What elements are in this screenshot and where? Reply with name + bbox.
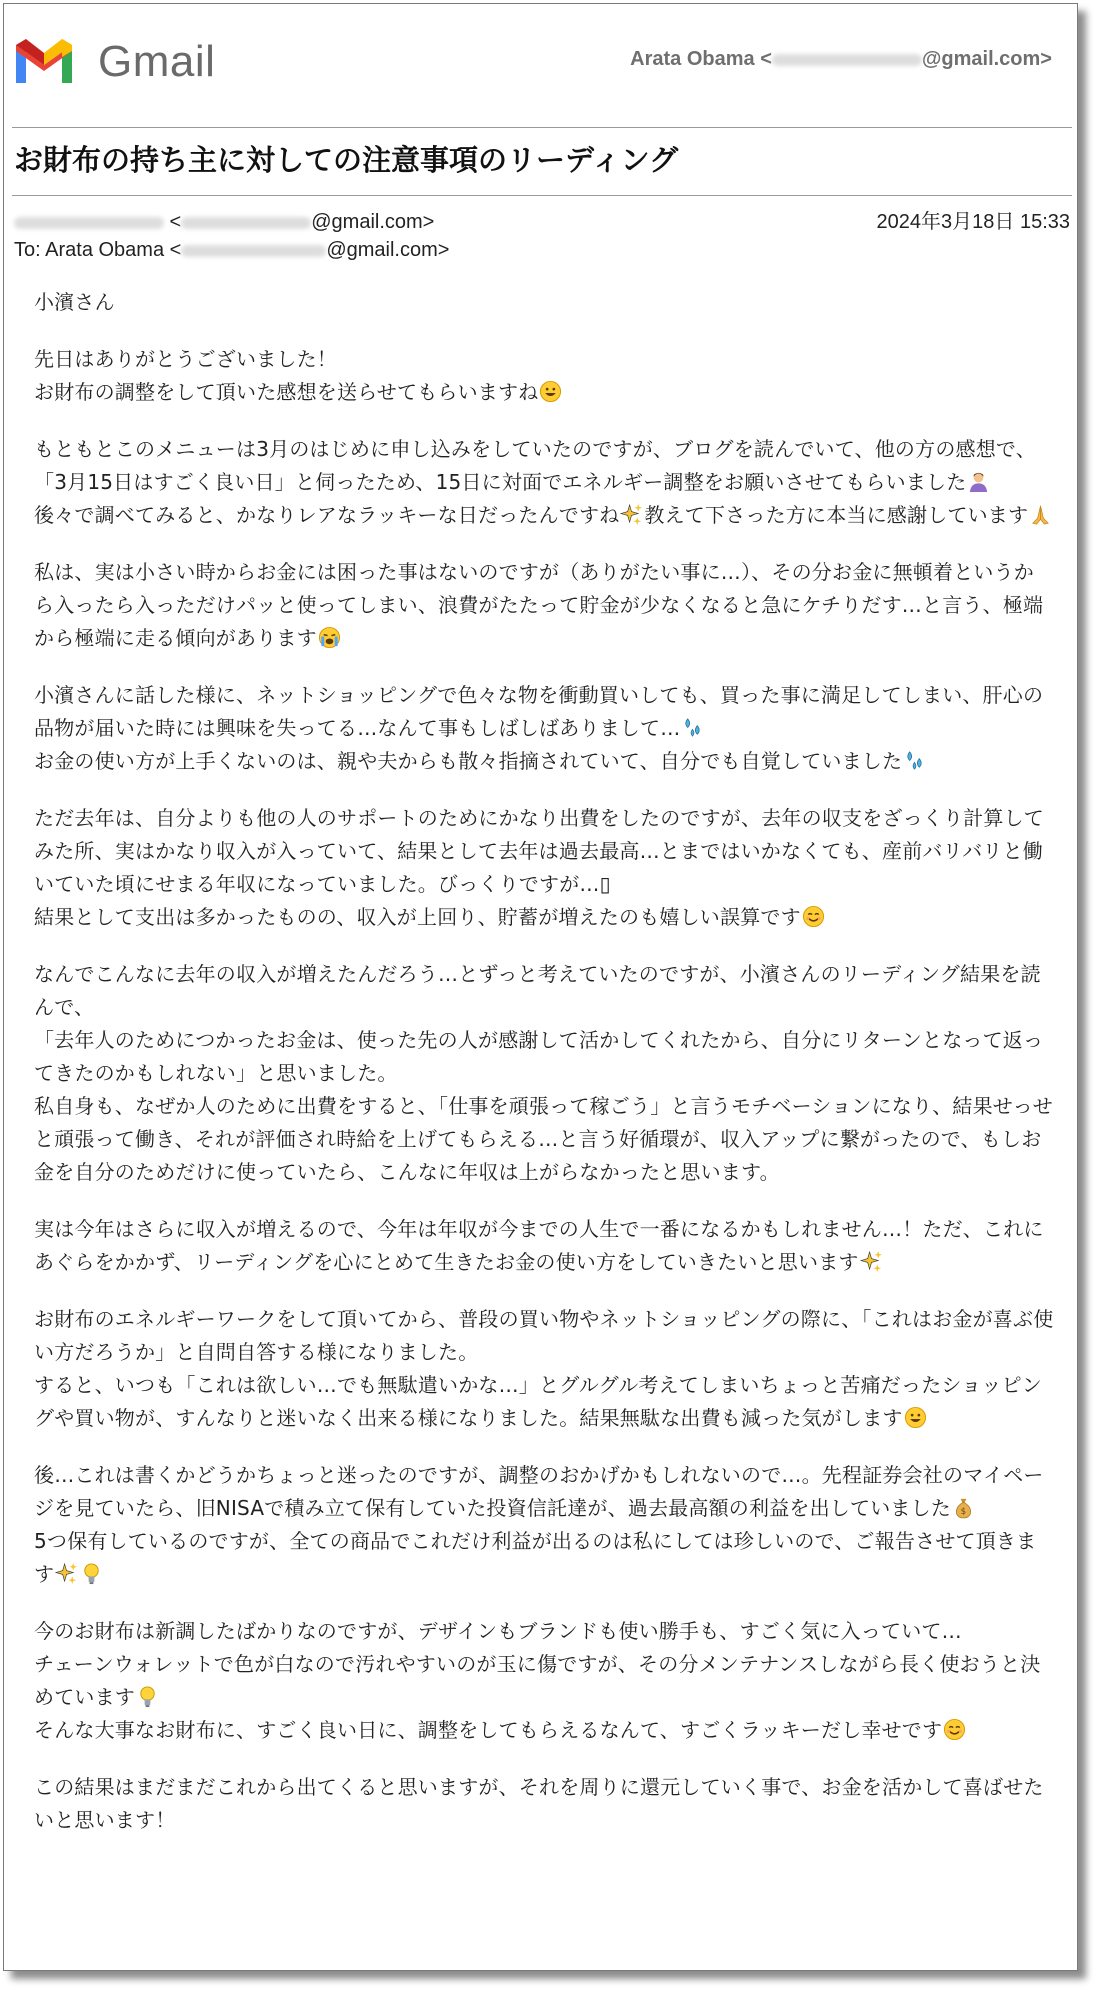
gmail-header	[12, 34, 1052, 94]
body-text: 後々で調べてみると、かなりレアなラッキーな日だったんですね	[34, 503, 620, 527]
body-text: 教えて下さった方に本当に感謝しています	[644, 503, 1029, 527]
to-label: To: Arata Obama	[14, 239, 170, 261]
body-text: そんな大事なお財布に、すごく良い日に、調整をしてもらえるなんて、すごくラッキーだし幸せです	[34, 1718, 943, 1742]
account-name: Arata Obama <	[630, 48, 772, 70]
gmail-logo[interactable]	[12, 34, 215, 90]
body-text: 5つ保有しているのですが、全ての商品でこれだけ利益が出るのは私にしては珍しいので、ご報告させて頂きます	[34, 1529, 1037, 1586]
person-emoji	[967, 470, 990, 493]
svg-text:$: $	[960, 1507, 967, 1518]
subject-divider	[12, 195, 1072, 196]
redacted-recipient-local	[181, 245, 326, 257]
email-meta	[14, 208, 1070, 264]
moneybag-emoji	[952, 1496, 975, 1519]
smile-emoji	[802, 905, 825, 928]
body-paragraph	[34, 1303, 1054, 1435]
grin-emoji	[904, 1406, 927, 1429]
body-paragraph	[34, 1771, 1054, 1837]
redacted-account-local	[772, 54, 922, 66]
body-paragraph	[34, 1459, 1054, 1591]
body-paragraph	[34, 802, 1054, 934]
body-paragraph	[34, 286, 1054, 319]
body-paragraph	[34, 556, 1054, 655]
body-text: ただ去年は、自分よりも他の人のサポートのためにかなり出費をしたのですが、去年の収支をざっくり計算してみた所、実はかなり収入が入っていて、結果として去年は過去最高…とまではいかなくても、産前バリバリと働いていた頃にせまる年収になっていました。びっくりですが…▯ 結果として支出は多かったものの、収入が上回り、貯蓄が増えたのも嬉しい誤算です	[34, 806, 1044, 929]
body-text: 今のお財布は新調したばかりなのですが、デザインもブランドも使い勝手も、すごく気に入っていて… チェーンウォレットで色が白なので汚れやすいのが玉に傷ですが、その分メンテナンスしながら長く使おうと決めています	[34, 1619, 1041, 1709]
sender-domain: @gmail.com>	[311, 211, 435, 233]
body-text: この結果はまだまだこれから出てくると思いますが、それを周りに還元していく事で、お金を活かして喜ばせたいと思います！	[34, 1775, 1044, 1832]
bulb-emoji	[80, 1562, 103, 1585]
header-divider	[12, 127, 1072, 128]
redacted-sender-name	[14, 217, 164, 229]
body-text: 小濱さん	[34, 290, 115, 314]
redacted-sender-local	[181, 217, 311, 229]
cry-emoji	[318, 626, 341, 649]
recipient-domain: @gmail.com>	[326, 239, 450, 261]
account-domain: @gmail.com>	[921, 48, 1052, 70]
pray-emoji	[1029, 503, 1052, 526]
body-paragraph	[34, 433, 1054, 532]
smile-emoji	[943, 1718, 966, 1741]
grin-emoji	[539, 380, 562, 403]
bulb-emoji	[136, 1685, 159, 1708]
body-text: もともとこのメニューは3月のはじめに申し込みをしていたのですが、ブログを読んでいて、他の方の感想で、「3月15日はすごく良い日」と伺ったため、15日に対面でエネルギー調整をお願いさせてもらいました	[34, 437, 1036, 494]
body-text: 後…これは書くかどうかちょっと迷ったのですが、調整のおかげかもしれないので…。先程証券会社のマイページを見ていたら、旧NISAで積み立て保有していた投資信託達が、過去最高額の利益を出していました	[34, 1463, 1044, 1520]
body-text: お財布のエネルギーワークをして頂いてから、普段の買い物やネットショッピングの際に、「これはお金が喜ぶ使い方だろうか」と自問自答する様になりました。 すると、いつも「これは欲しい…でも無駄遣いかな…」とグルグル考えてしまいちょっと苦痛だったショッピングや買い物が、すんなりと迷いなく出来る様になりました。結果無駄な出費も減った気がします	[34, 1307, 1054, 1430]
body-paragraph	[34, 1615, 1054, 1747]
sparkles-emoji	[860, 1250, 883, 1273]
gmail-logo-text: Gmail	[98, 37, 216, 86]
sender-line	[14, 208, 1070, 236]
body-text: 実は今年はさらに収入が増えるので、今年は年収が今までの人生で一番になるかもしれません…！ただ、これにあぐらをかかず、リーディングを心にとめて生きたお金の使い方をしていきたいと思います	[34, 1217, 1044, 1274]
body-text: 先日はありがとうございました！ お財布の調整をして頂いた感想を送らせてもらいますね	[34, 347, 539, 404]
body-paragraph	[34, 958, 1054, 1189]
body-text: なんでこんなに去年の収入が増えたんだろう…とずっと考えていたのですが、小濱さんのリーディング結果を読んで、 「去年人のためにつかったお金は、使った先の人が感謝して活かしてくれたから、自分にリターンとなって返ってきたのかもしれない」と思いました。 私自身も、なぜか人のために出費をすると、「仕事を頑張って稼ごう」と言うモチベーションになり、結果せっせと頑張って働き、それが評価され時給を上げてもらえる…と言う好循環が、収入アップに繋がったので、もしお金を自分のためだけに使っていたら、こんなに年収は上がらなかったと思います。	[34, 962, 1053, 1184]
gmail-m-icon	[12, 35, 76, 89]
to-open: <	[169, 239, 182, 261]
sparkles-emoji	[55, 1562, 78, 1585]
body-text: お金の使い方が上手くないのは、親や夫からも散々指摘されていて、自分でも自覚していました	[34, 749, 903, 773]
sender-open: <	[164, 211, 182, 233]
email-body	[34, 286, 1054, 1861]
body-paragraph	[34, 679, 1054, 778]
sweat-emoji	[903, 749, 926, 772]
email-date: 2024年3月18日 15:33	[876, 211, 1070, 233]
body-text: 私は、実は小さい時からお金には困った事はないのですが（ありがたい事に…）、その分お金に無頓着というから入ったら入っただけパッと使ってしまい、浪費がたたって貯金が少なくなると急にケチりだす…と言う、極端から極端に走る傾向があります	[34, 560, 1044, 650]
sweat-emoji	[681, 716, 704, 739]
body-paragraph	[34, 343, 1054, 409]
account-address	[630, 48, 1052, 71]
body-text: 小濱さんに話した様に、ネットショッピングで色々な物を衝動買いしても、買った事に満足してしまい、肝心の品物が届いた時には興味を失ってる…なんて事もしばしばありまして…	[34, 683, 1044, 740]
recipient-line	[14, 236, 1070, 264]
sparkles-emoji	[620, 503, 643, 526]
email-subject: お財布の持ち主に対しての注意事項のリーディング	[14, 143, 679, 177]
body-paragraph	[34, 1213, 1054, 1279]
